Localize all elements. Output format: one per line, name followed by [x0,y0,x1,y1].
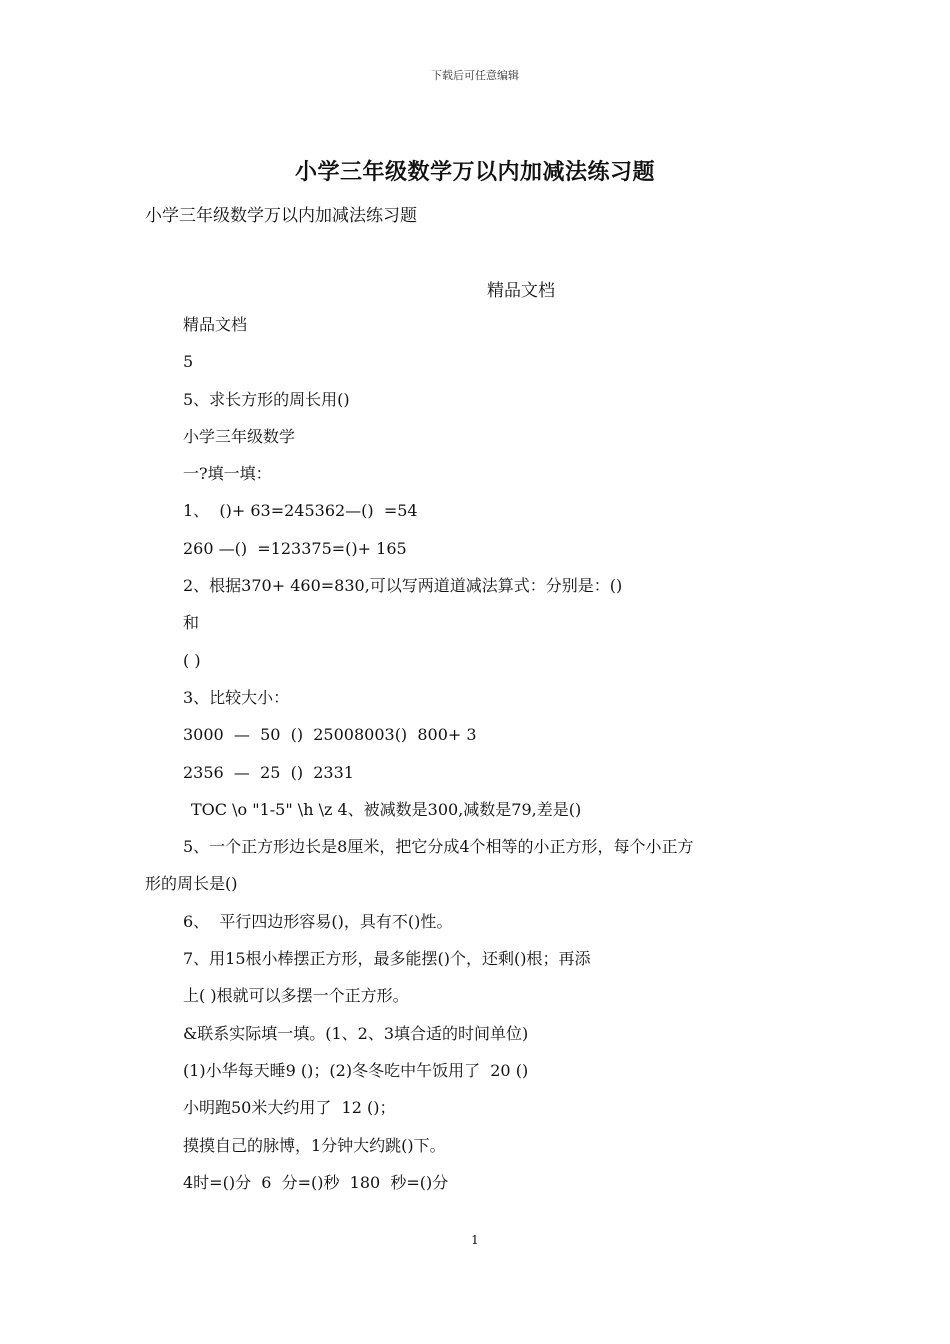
body-line: ( ) [183,650,201,670]
body-line: 小学三年级数学 [183,426,296,446]
header-note: 下载后可任意编辑 [431,69,519,82]
body-line: TOC \o "1-5" \h \z 4、被减数是300,减数是79,差是() [191,799,582,819]
body-line: 3、比较大小： [183,687,290,707]
body-line: 2、根据370+ 460=830,可以写两道道减法算式：分别是：() [183,576,623,596]
body-line: 一?填一填： [183,464,272,484]
document-title: 小学三年级数学万以内加减法练习题 [294,159,655,185]
center-label: 精品文档 [487,281,555,301]
body-line: 2356 — 25 () 2331 [183,762,354,782]
body-line: 4时=()分 6 分=()秒 180 秒=()分 [183,1172,449,1192]
body-line: 上( )根就可以多摆一个正方形。 [183,986,409,1006]
body-line: 5、一个正方形边长是8厘米，把它分成4个相等的小正方形，每个小正方 [183,837,694,857]
body-line: 3000 — 50 () 25008003() 800+ 3 [183,725,477,745]
body-line: 和 [183,613,200,633]
body-line: 小明跑50米大约用了 12 ()； [183,1098,396,1118]
body-line: 1、 ()+ 63=245362—() =54 [183,501,418,521]
body-line: 260 —() =123375=()+ 165 [183,538,407,558]
body-line: 6、 平行四边形容易()，具有不()性。 [183,911,453,931]
body-line: 7、用15根小棒摆正方形，最多能摆()个，还剩()根；再添 [183,949,591,969]
body-line: 精品文档 [183,315,248,334]
document-subtitle: 小学三年级数学万以内加减法练习题 [145,206,417,226]
body-line: 5、求长方形的周长用() [183,389,350,409]
document-body [145,313,825,1208]
body-line: 5 [183,352,194,372]
body-line: 形的周长是() [145,874,238,894]
body-line: 摸摸自己的脉博，1分钟大约跳()下。 [183,1135,446,1155]
body-line: &联系实际填一填。(1、2、3填合适的时间单位) [183,1023,529,1043]
page-number: 1 [471,1233,479,1247]
body-line: (1)小华每天睡9 ()；(2)冬冬吃中午饭用了 20 () [183,1060,529,1080]
